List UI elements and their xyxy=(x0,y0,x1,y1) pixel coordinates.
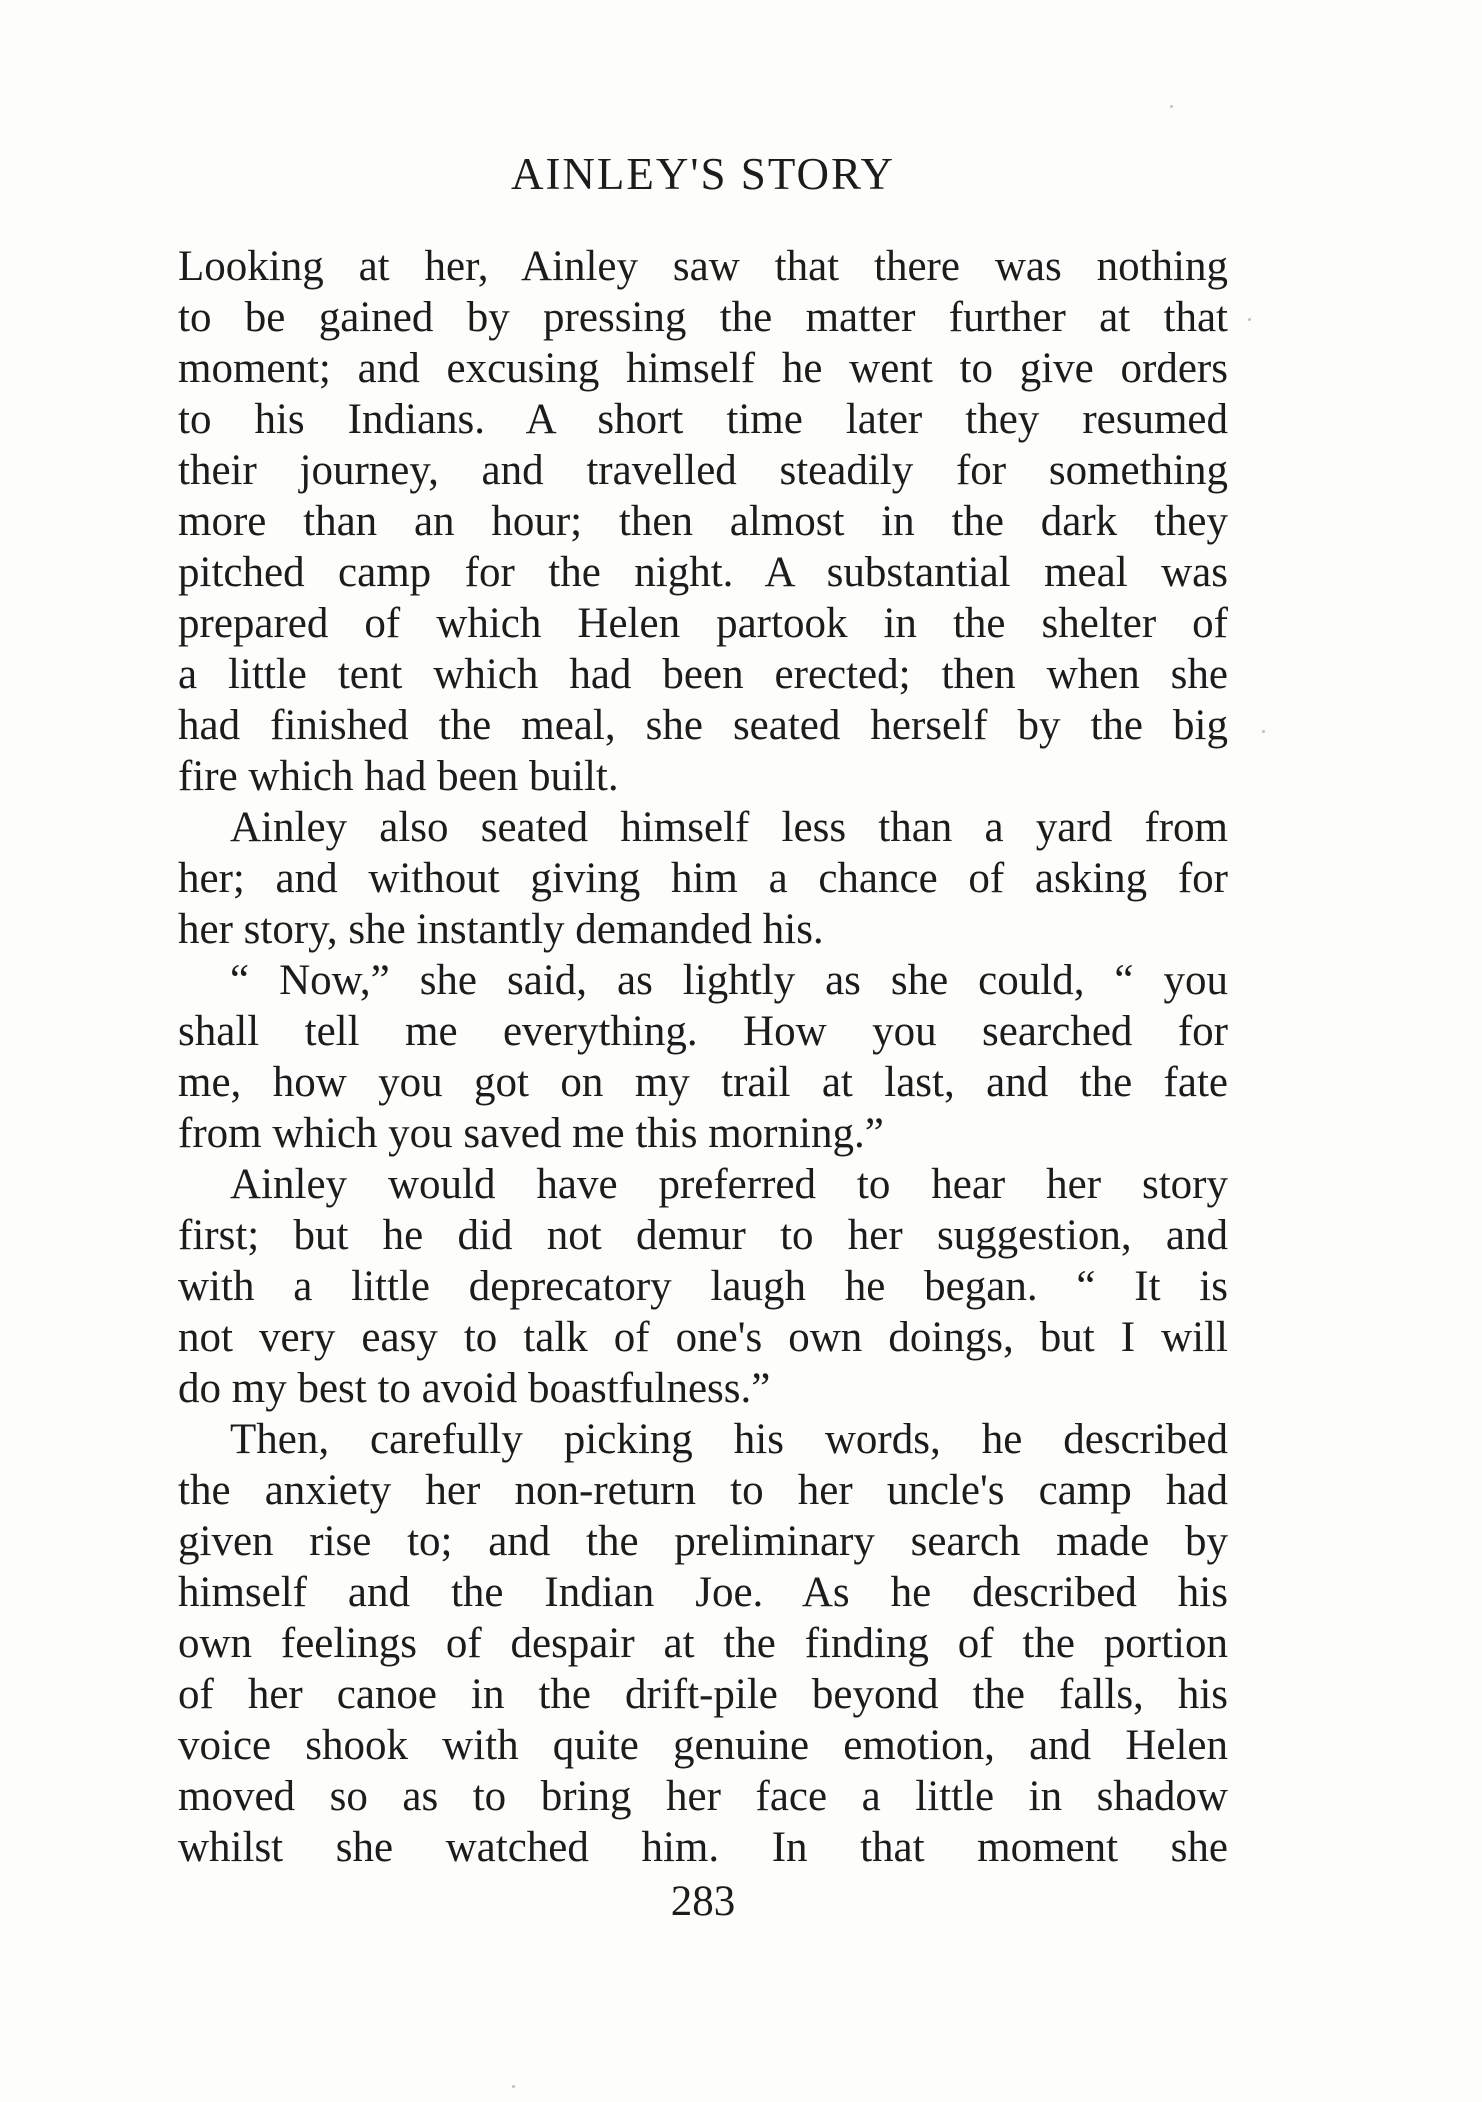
text-line: had finished the meal, she seated herself by the big xyxy=(178,702,1228,749)
text-line: the anxiety her non-return to her uncle's camp had xyxy=(178,1467,1228,1514)
page-number: 283 xyxy=(670,1878,736,1925)
text-line: of her canoe in the drift-pile beyond the falls, his xyxy=(178,1671,1228,1718)
text-line: to his Indians. A short time later they resumed xyxy=(178,396,1228,443)
text-line: given rise to; and the preliminary search made by xyxy=(178,1518,1228,1565)
text-line: moment; and excusing himself he went to give orders xyxy=(178,345,1228,392)
text-line: Looking at her, Ainley saw that there was nothing xyxy=(178,243,1228,290)
text-line: their journey, and travelled steadily for something xyxy=(178,447,1228,494)
text-line: “ Now,” she said, as lightly as she could, “ you xyxy=(230,957,1228,1004)
text-line: Ainley would have preferred to hear her story xyxy=(230,1161,1228,1208)
text-line: her; and without giving him a chance of asking for xyxy=(178,855,1228,902)
text-line: moved so as to bring her face a little in shadow xyxy=(178,1773,1228,1820)
text-line: fire which had been built. xyxy=(178,753,619,800)
paper-speck xyxy=(512,2085,515,2088)
text-line: pitched camp for the night. A substantial meal was xyxy=(178,549,1228,596)
text-line: voice shook with quite genuine emotion, and Helen xyxy=(178,1722,1228,1769)
paper-speck xyxy=(1262,730,1265,733)
text-line: prepared of which Helen partook in the shelter of xyxy=(178,600,1228,647)
text-line: do my best to avoid boastfulness.” xyxy=(178,1365,771,1412)
paper-speck xyxy=(1170,105,1173,108)
text-line: from which you saved me this morning.” xyxy=(178,1110,884,1157)
text-line: shall tell me everything. How you searched for xyxy=(178,1008,1228,1055)
text-line: her story, she instantly demanded his. xyxy=(178,906,824,953)
text-line: whilst she watched him. In that moment she xyxy=(178,1824,1228,1871)
text-line: himself and the Indian Joe. As he described his xyxy=(178,1569,1228,1616)
text-line: not very easy to talk of one's own doings, but I will xyxy=(178,1314,1228,1361)
text-line: own feelings of despair at the finding of the portion xyxy=(178,1620,1228,1667)
paper-speck xyxy=(1248,318,1251,321)
text-line: a little tent which had been erected; then when she xyxy=(178,651,1228,698)
text-line: to be gained by pressing the matter further at that xyxy=(178,294,1228,341)
text-line: more than an hour; then almost in the dark they xyxy=(178,498,1228,545)
text-line: first; but he did not demur to her suggestion, and xyxy=(178,1212,1228,1259)
running-head: AINLEY'S STORY xyxy=(510,149,896,199)
text-line: Ainley also seated himself less than a yard from xyxy=(230,804,1228,851)
text-line: Then, carefully picking his words, he described xyxy=(230,1416,1228,1463)
text-line: with a little deprecatory laugh he began. “ It is xyxy=(178,1263,1228,1310)
text-line: me, how you got on my trail at last, and the fate xyxy=(178,1059,1228,1106)
